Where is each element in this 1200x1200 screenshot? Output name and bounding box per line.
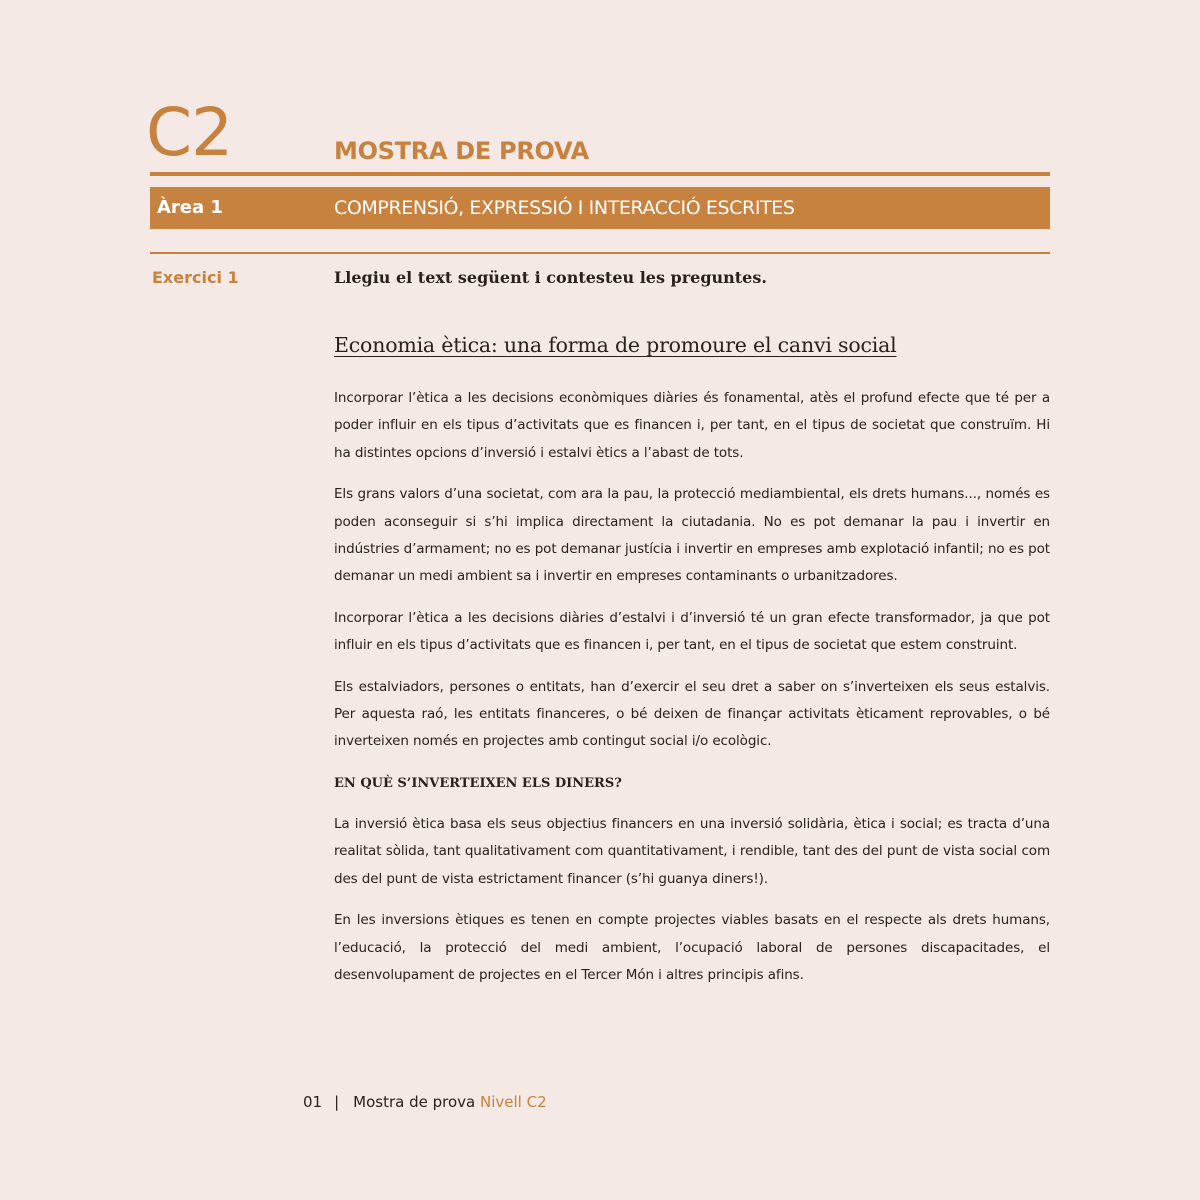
document-title: MOSTRA DE PROVA — [334, 137, 589, 165]
level-mark: C2 — [146, 94, 233, 171]
article — [334, 330, 1050, 989]
exercise-label: Exercici 1 — [152, 268, 239, 287]
article-paragraph: Els grans valors d’una societat, com ara la pau, la protecció mediambiental, els drets humans..., només es poden aconseguir si s’hi implica directament la ciutadania. No es pot demanar la pau i invertir en indústries d’armament; no es pot demanar justícia i invertir en empreses amb explotació infantil; no es pot demanar un medi ambient sa i invertir en empreses contaminants o urbanitzadores. — [334, 486, 1050, 585]
area-label: Àrea 1 — [157, 197, 223, 218]
article-paragraph: Incorporar l’ètica a les decisions diàries d’estalvi i d’inversió té un gran efecte transformador, ja que pot influir en els tipus d’activitats que es financen i, per tant, en el tipus de societat que estem construint. — [334, 609, 1050, 654]
article-paragraph: En les inversions ètiques es tenen en compte projectes viables basats en el respecte als drets humans, l’educació, la protecció del medi ambient, l’ocupació laboral de persones discapacitades, el desenvolupament de projectes en el Tercer Món i altres principis afins. — [334, 912, 1050, 983]
article-paragraph: Els estalviadors, persones o entitats, han d’exercir el seu dret a saber on s’inverteixen els seus estalvis. Per aquesta raó, les entitats financeres, o bé deixen de finançar activitats èticament reprovables, o bé inverteixen només en projectes amb contingut social i/o ecològic. — [334, 678, 1050, 750]
article-title: Economia ètica: una forma de promoure el canvi social — [334, 333, 897, 357]
page-footer — [303, 1091, 547, 1113]
header-rule — [150, 172, 1050, 176]
area-title: COMPRENSIÓ, EXPRESSIÓ I INTERACCIÓ ESCRITES — [334, 197, 795, 219]
section-rule — [150, 252, 1050, 254]
area-band — [150, 187, 1050, 229]
footer-level: Nivell C2 — [480, 1093, 547, 1111]
page-number: 01 — [303, 1093, 323, 1111]
exercise-instruction: Llegiu el text següent i contesteu les preguntes. — [334, 268, 767, 287]
article-subheading: EN QUÈ S’INVERTEIXEN ELS DINERS? — [334, 775, 622, 791]
footer-separator: | — [334, 1093, 340, 1111]
footer-text: Mostra de prova — [353, 1093, 476, 1111]
article-paragraph: La inversió ètica basa els seus objectius financers en una inversió solidària, ètica i social; es tracta d’una realitat sòlida, tant qualitativament com quantitativament, i rendible, tant des del punt de vista social com des del punt de vista estrictament financer (s’hi guanya diners!). — [334, 815, 1050, 887]
article-paragraph: Incorporar l’ètica a les decisions econòmiques diàries és fonamental, atès el profund efecte que té per a poder influir en els tipus d’activitats que es financen i, per tant, en el tipus de societat que construïm. Hi ha distintes opcions d’inversió i estalvi ètics a l’abast de tots. — [334, 390, 1050, 461]
